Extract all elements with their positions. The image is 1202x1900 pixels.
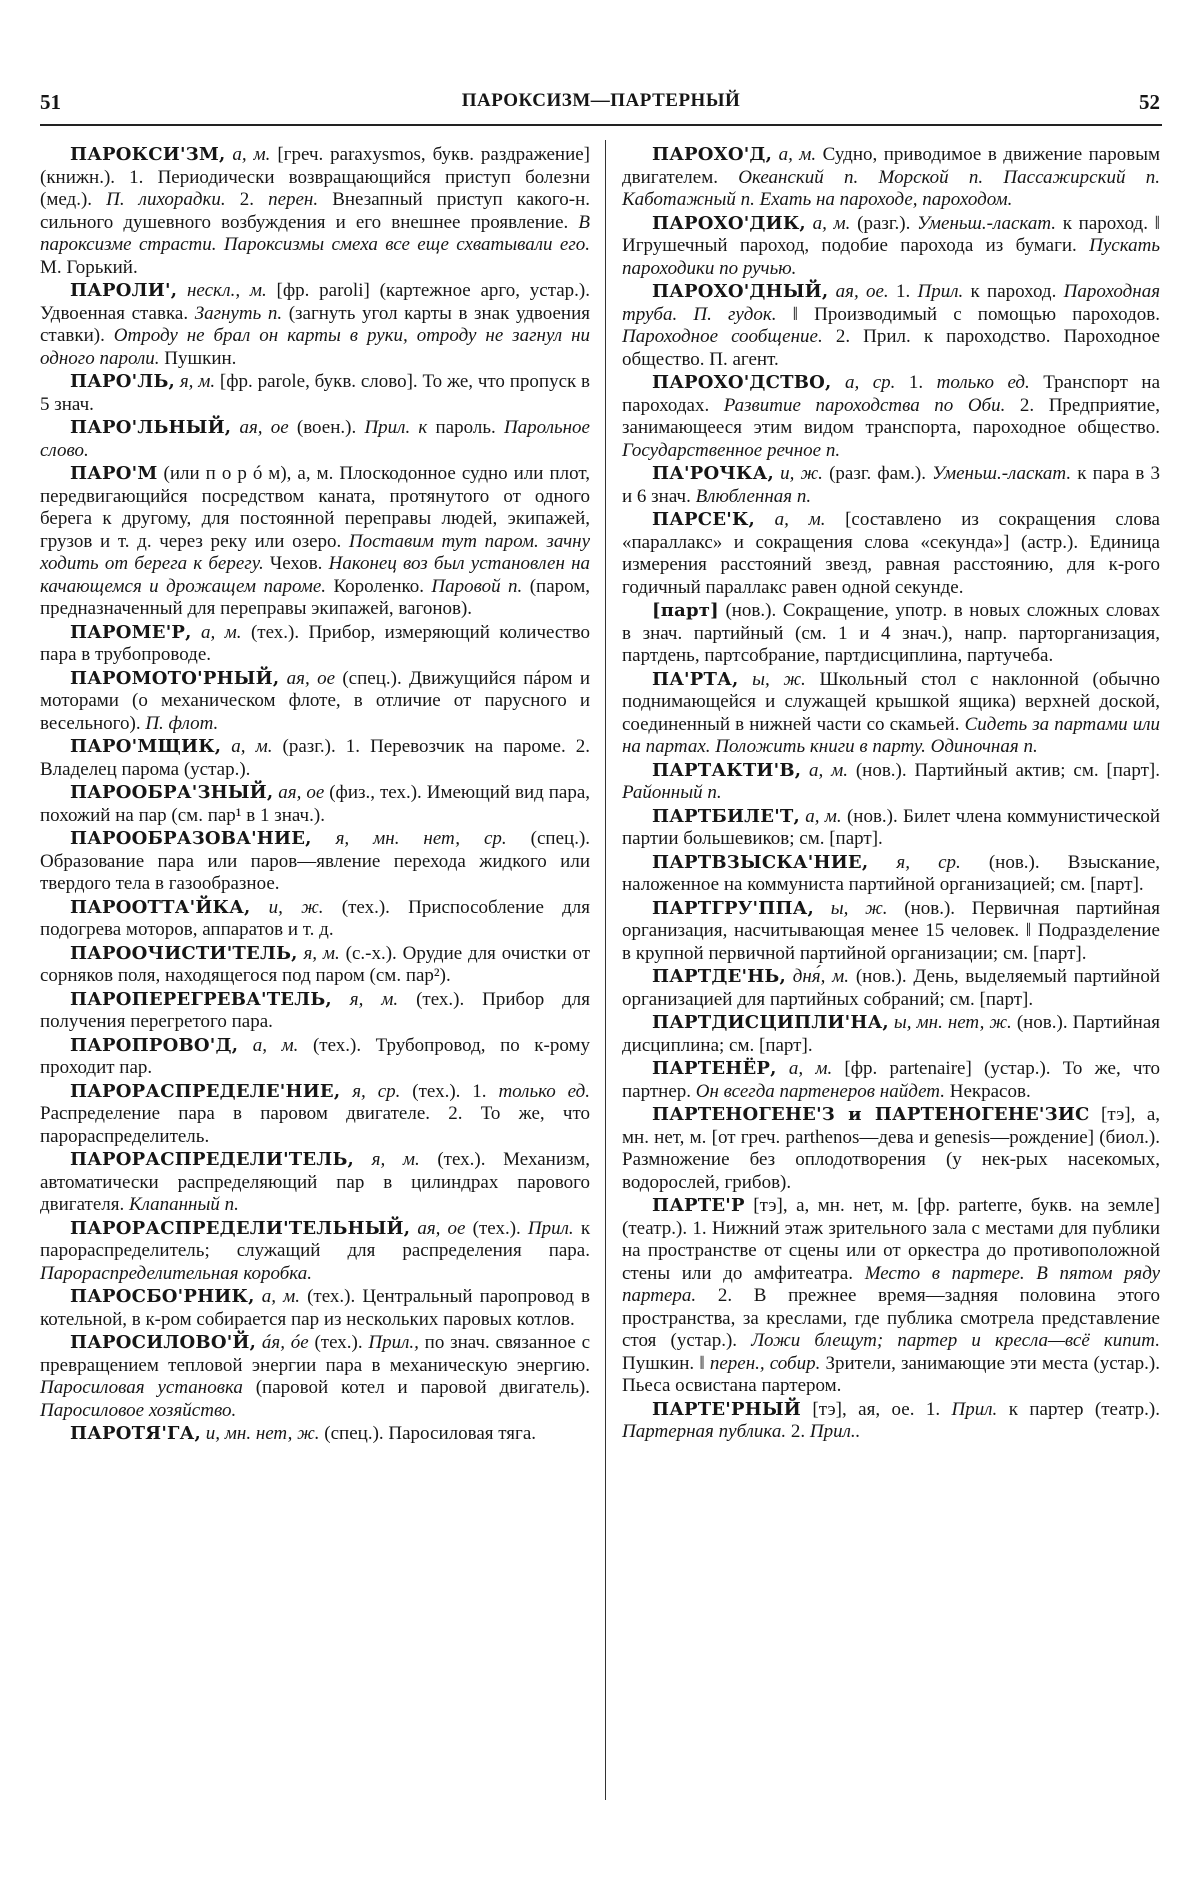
example-text: Клапанный п. xyxy=(129,1194,239,1215)
definition-text: (паром, предназначенный для переправы экипажей, вагонов). xyxy=(40,575,591,619)
headword: ПАРООТТА'ЙКА, xyxy=(70,896,251,918)
definition-text: к пароход. ‖ Игрушечный пароход, подобие парохода из бумаги. xyxy=(622,212,1160,256)
example-text: Ложи блещут; партер и кресла—всё кипит. xyxy=(751,1330,1161,1351)
example-text: Прил.. xyxy=(809,1421,861,1442)
definition-text: (физ., тех.). Имеющий вид пара, похожий на пар (см. пар¹ в 1 знач.). xyxy=(40,782,591,826)
definition-text: Внезапный приступ какого-н. сильного душевного возбуждения и его внешнее проявление. xyxy=(40,189,590,233)
dictionary-entry xyxy=(40,280,590,370)
dictionary-entry xyxy=(40,989,590,1034)
dictionary-entry xyxy=(622,806,1160,851)
grammar-note: я, ср. xyxy=(352,1080,401,1102)
definition-text: [составлено из сокращения слова «параллакс» и сокращения слова «секунда»] (астр.). Единица измерения расстояний звезд, равная расстоянию, для к-рого годичный параллакс равен одной секунде. xyxy=(622,509,1160,598)
dictionary-entry xyxy=(40,417,590,462)
grammar-note: а, м. xyxy=(778,144,817,165)
dictionary-entry xyxy=(40,782,590,827)
dictionary-entry xyxy=(622,966,1160,1011)
example-text: Пароходное сообщение. xyxy=(622,326,823,347)
definition-text: (тех.). Прибор для получения перегретого пара. xyxy=(40,988,591,1032)
definition-text: Школьный стол с наклонной (обычно поднимающейся и служащей крышкой ящика) верхней доской, соединенный в нижней части со скамьей. xyxy=(622,668,1161,735)
grammar-note: я, м. xyxy=(349,988,399,1010)
grammar-note: и, ж. xyxy=(268,896,324,918)
dictionary-entry xyxy=(622,760,1160,805)
headword: ПАРОХО'ДНЫЙ, xyxy=(652,281,829,302)
headword: ПАРОСБО'РНИК, xyxy=(70,1286,255,1307)
dictionary-entry xyxy=(622,213,1160,281)
example-text: Сидеть за партами или на партах. Положить книги в парту. Одиночная п. xyxy=(622,713,1161,757)
definition-text: к партер (театр.). xyxy=(1008,1398,1160,1420)
grammar-note: а, м. xyxy=(812,212,851,234)
grammar-note: а, м. xyxy=(774,509,826,530)
definition-text: (паровой котел и паровой двигатель). xyxy=(255,1377,591,1398)
definition-text: (тех.). Приспособление для подогрева моторов, аппаратов и т. д. xyxy=(40,896,590,940)
definition-text: 1. xyxy=(895,281,911,302)
definition-text: Распределение пара в паровом двигателе. 2. То же, что парораспределитель. xyxy=(40,1103,590,1147)
grammar-note: ая, ое xyxy=(417,1217,466,1239)
definition-text: [фр. partenaire] (устар.). То же, что партнер. xyxy=(622,1058,1161,1102)
headword: ПАРТЕ'РНЫЙ xyxy=(652,1398,801,1420)
example-text: Прил., xyxy=(368,1332,419,1353)
grammar-note: нескл., м. xyxy=(186,280,267,301)
example-text: П. лихорадки. xyxy=(106,189,226,210)
headword: ПАРТГРУ'ППА, xyxy=(652,897,814,919)
definition-text: [фр. parole, букв. слово]. То же, что пропуск в 5 знач. xyxy=(40,371,591,415)
example-text: только ед. xyxy=(936,372,1030,393)
header-rule xyxy=(40,124,1162,126)
headword: ПАРОРАСПРЕДЕЛЕ'НИЕ, xyxy=(70,1080,341,1102)
definition-text: [тэ], а, мн. нет, м. [фр. parterre, букв. на земле] (театр.). 1. Нижний этаж зрительного зала с местами для публики на пространстве от сцены или от оркестра до противоположной стены или до амфитеатра. xyxy=(622,1195,1161,1284)
definition-text: [фр. paroli] (картежное арго, устар.). Удвоенная ставка. xyxy=(40,280,591,324)
example-text: Пускать пароходики по ручью. xyxy=(622,235,1161,279)
example-text: Загнуть п. xyxy=(194,302,283,324)
definition-text: (разг. фам.). xyxy=(829,463,926,484)
dictionary-entry xyxy=(40,1423,590,1446)
definition-text: Пушкин. xyxy=(164,347,237,369)
definition-text: к парораспределитель; служащий для распределения пара. xyxy=(40,1217,591,1261)
dictionary-entry xyxy=(622,1104,1160,1194)
headword: ПАРОСИЛОВО'Й, xyxy=(70,1332,257,1353)
definition-text: Короленко. xyxy=(333,575,425,597)
definition-text: (нов.). Партийный актив; см. [парт]. xyxy=(855,759,1160,781)
headword: ПАРОПЕРЕГРЕВА'ТЕЛЬ, xyxy=(70,988,332,1010)
example-text: Паровой п. xyxy=(431,575,523,597)
headword: ПА'РОЧКА, xyxy=(652,463,774,484)
example-text: Океанский п. Морской п. Пассажирский п. Каботажный п. Ехать на пароходе, пароходом. xyxy=(622,166,1161,210)
definition-text: (тех.). Механизм, автоматически распределяющий пар в цилиндрах парового двигателя. xyxy=(40,1149,590,1215)
dictionary-entry xyxy=(40,371,590,416)
grammar-note: ая, ое xyxy=(286,667,336,689)
grammar-note: а, м. xyxy=(788,1058,833,1079)
definition-text: (с.-х.). Орудие для очистки от сорняков поля, находящегося под паром (см. пар²). xyxy=(40,942,591,986)
headword: ПАРТЕ'Р xyxy=(652,1195,745,1216)
definition-text: [тэ], а, мн. нет, м. [от греч. parthenos—дева и genesis—рождение] (биол.). Размножение без оплодотворения (у нек-рых насекомых, водорослей, грибов). xyxy=(622,1104,1161,1193)
headword: ПАРО'ЛЬНЫЙ, xyxy=(70,417,232,438)
example-text: Партерная публика. xyxy=(622,1421,787,1442)
grammar-note: ая, ое xyxy=(278,782,325,803)
dictionary-entry xyxy=(40,1218,590,1286)
dictionary-entry xyxy=(622,463,1160,508)
definition-text: 2. xyxy=(790,1421,806,1442)
grammar-note: я, м. xyxy=(303,942,340,964)
example-text: Уменьш.-ласкат. xyxy=(932,463,1072,484)
grammar-note: я, ср. xyxy=(896,851,961,873)
definition-text: Транспорт на пароходах. xyxy=(622,372,1161,416)
headword: ПАРТВЗЫСКА'НИЕ, xyxy=(652,851,869,873)
example-text: Прил. к xyxy=(364,417,428,438)
grammar-note: ая, ое. xyxy=(835,281,889,302)
headword: ПАРОРАСПРЕДЕЛИ'ТЕЛЬНЫЙ, xyxy=(70,1217,411,1239)
dictionary-entry xyxy=(40,1081,590,1149)
page-header xyxy=(38,90,1164,124)
dictionary-entry xyxy=(40,736,590,781)
example-text: Место в партере. В пятом ряду партера. xyxy=(622,1262,1161,1306)
dictionary-entry xyxy=(622,372,1160,462)
grammar-note: а, м. xyxy=(261,1286,300,1307)
definition-text: 2. Прил. к пароходство. Пароходное общество. П. агент. xyxy=(622,326,1160,370)
definition-text: [греч. paraxysmos, букв. раздражение] (книжн.). 1. Периодически возвращающийся приступ болезни (мед.). xyxy=(40,144,590,210)
definition-text: (тех.). Центральный паропровод в котельной, в к-ром собирается пар из нескольких паровых котлов. xyxy=(40,1286,590,1330)
headword: ПАРСЕ'К, xyxy=(652,509,755,530)
dictionary-entry xyxy=(40,1332,590,1422)
grammar-note: а, м. xyxy=(201,621,242,643)
example-text: Влюбленная п. xyxy=(695,485,812,507)
definition-text: (загнуть угол карты в знак удвоения ставки). xyxy=(40,302,591,346)
dictionary-entry xyxy=(622,852,1160,897)
headword: ПАРОПРОВО'Д, xyxy=(70,1034,239,1056)
dictionary-entry xyxy=(622,281,1160,371)
headword: ПАРОХО'ДИК, xyxy=(652,212,806,234)
definition-text: [тэ], ая, ое. 1. xyxy=(812,1398,941,1420)
example-text: Развитие пароходства по Оби. xyxy=(723,394,1006,416)
definition-text: к пара в 3 и 6 знач. xyxy=(622,463,1160,507)
definition-text: (воен.). xyxy=(296,417,357,438)
headword: ПАРО'ЛЬ, xyxy=(70,371,176,392)
grammar-note: я, м. xyxy=(371,1149,420,1170)
dictionary-entry xyxy=(622,509,1160,599)
dictionary-entry xyxy=(622,1195,1160,1398)
example-text: Пароходная труба. П. гудок. xyxy=(622,281,1161,325)
definition-text: (тех.). xyxy=(314,1332,363,1353)
grammar-note: ы, мн. нет, ж. xyxy=(893,1012,1012,1033)
headword: ПАРОТЯ'ГА, xyxy=(70,1423,202,1444)
running-title: ПАРОКСИЗМ—ПАРТЕРНЫЙ xyxy=(461,90,741,111)
dictionary-entry xyxy=(40,897,590,942)
dictionary-entry xyxy=(622,1058,1160,1103)
headword: ПАРТДИСЦИПЛИ'НА, xyxy=(652,1012,889,1033)
definition-text: 2. Предприятие, занимающееся этим видом транспорта, пароходное общество. xyxy=(622,394,1160,438)
definition-text: 1. xyxy=(908,372,924,393)
dictionary-entry xyxy=(40,463,590,621)
grammar-note: и, мн. нет, ж. xyxy=(205,1423,320,1444)
grammar-note: и, ж. xyxy=(780,463,823,484)
definition-text: 2. xyxy=(239,189,254,210)
example-text: только ед. xyxy=(498,1080,590,1102)
headword: ПАРО'МЩИК, xyxy=(70,736,222,757)
right-column xyxy=(622,144,1160,1445)
definition-text: (спец.). Образование пара или паров—явление перехода жидкого или твердого тела в газообразное. xyxy=(40,828,591,894)
grammar-note: я, м. xyxy=(179,371,216,392)
definition-text: Чехов. xyxy=(269,553,323,574)
headword: ПАРОЛИ', xyxy=(70,280,178,301)
definition-text: (нов.). Сокращение, употр. в новых сложных словах в знач. партийный (см. 1 и 4 знач.), напр. парторганизация, партдень, партсобрание, партдисциплина, партучеба. xyxy=(622,600,1160,666)
headword: ПАРО'М xyxy=(70,463,158,484)
grammar-note: ы, ж. xyxy=(830,897,888,919)
example-text: Отроду не брал он карты в руки, отроду не загнул ни одного пароли. xyxy=(40,325,590,369)
definition-text: (нов.). Партийная дисциплина; см. [парт]. xyxy=(622,1012,1160,1056)
grammar-note: ы, ж. xyxy=(752,668,806,690)
grammar-note: а, м. xyxy=(231,736,273,757)
example-text: Прил. xyxy=(951,1398,998,1420)
definition-text: (нов.). День, выделяемый партийной организацией для партийных собраний; см. [парт]. xyxy=(622,966,1161,1010)
definition-text: Некрасов. xyxy=(949,1080,1031,1102)
definition-text: Пушкин. ‖ xyxy=(622,1352,705,1374)
definition-text: (нов.). Взыскание, наложенное на коммуниста партийной организацией; см. [парт]. xyxy=(622,851,1160,895)
definition-text: (тех.). Трубопровод, по к-рому проходит пар. xyxy=(40,1034,591,1078)
definition-text: (разг.). xyxy=(857,212,911,234)
example-text: Паросиловое хозяйство. xyxy=(40,1399,237,1421)
dictionary-entry xyxy=(40,1149,590,1217)
dictionary-entry xyxy=(40,1035,590,1080)
example-text: В пароксизме страсти. Пароксизмы смеха все еще схватывали его. xyxy=(40,211,590,255)
column-divider xyxy=(605,140,606,1800)
headword: ПАРООБРАЗОВА'НИЕ, xyxy=(70,828,312,849)
headword: ПАРТДЕ'НЬ, xyxy=(652,966,786,987)
dictionary-entry xyxy=(622,600,1160,668)
example-text: Прил. xyxy=(917,281,964,302)
headword: ПАРОКСИ'ЗМ, xyxy=(70,144,226,165)
example-text: Парольное слово. xyxy=(40,417,590,461)
definition-text: к пароход. xyxy=(970,281,1057,302)
grammar-note: а, м. xyxy=(232,144,271,165)
grammar-note: а, м. xyxy=(252,1034,299,1056)
dictionary-entry xyxy=(40,828,590,896)
dictionary-entry xyxy=(40,668,590,736)
example-text: П. флот. xyxy=(145,712,219,734)
dictionary-entry xyxy=(622,1012,1160,1057)
right-page-number: 52 xyxy=(1139,90,1160,114)
dictionary-entry xyxy=(622,144,1160,212)
headword: ПАРТБИЛЕ'Т, xyxy=(652,805,800,827)
grammar-note: а, м. xyxy=(809,759,849,781)
definition-text: (спец.). Паросиловая тяга. xyxy=(324,1423,537,1444)
headword: ПАРОМОТО'РНЫЙ, xyxy=(70,667,280,689)
example-text: Районный п. xyxy=(622,782,722,803)
headword: ПАРОМЕ'Р, xyxy=(70,621,192,643)
definition-text: (или п о р ó м), а, м. Плоскодонное судно или плот, передвигающийся посредством каната, протянутого от одного берега к другому, для постоянной переправы людей, экипажей, грузов и т. д. через реку или озеро. xyxy=(40,463,590,552)
definition-text: (тех.). 1. xyxy=(412,1080,487,1102)
headword: ПАРООБРА'ЗНЫЙ, xyxy=(70,782,274,803)
dictionary-entry xyxy=(622,669,1160,759)
grammar-note: дня́, м. xyxy=(792,966,850,987)
headword: ПАРООЧИСТИ'ТЕЛЬ, xyxy=(70,942,298,964)
example-text: Наконец воз был установлен на качающемся и дрожащем пароме. xyxy=(40,553,590,597)
definition-text: (разг.). 1. Перевозчик на пароме. 2. Владелец парома (устар.). xyxy=(40,736,590,780)
grammar-note: ая, ое xyxy=(239,417,289,438)
example-text: перен. xyxy=(268,189,319,210)
headword: ПАРТЕНЁР, xyxy=(652,1058,777,1079)
left-column xyxy=(40,144,590,1447)
definition-text: (тех.). xyxy=(472,1217,521,1239)
example-text: Он всегда партенеров найдет. xyxy=(695,1080,945,1102)
dictionary-entry xyxy=(622,1399,1160,1444)
headword: ПАРОХО'Д, xyxy=(652,144,773,165)
example-text: Парораспределительная коробка. xyxy=(40,1262,312,1284)
definition-text: Зрители, занимающие эти места (устар.). Пьеса освистана партером. xyxy=(622,1352,1161,1396)
grammar-note: я, мн. нет, ср. xyxy=(335,828,507,849)
definition-text: ‖ Производимый с помощью пароходов. xyxy=(792,303,1160,325)
headword: ПАРТЕНОГЕНЕ'З и ПАРТЕНОГЕНЕ'ЗИС xyxy=(652,1104,1090,1125)
dictionary-entry xyxy=(40,943,590,988)
example-text: Уменьш.-ласкат. xyxy=(917,212,1057,234)
headword: ПАРОХО'ДСТВО, xyxy=(652,372,832,393)
definition-text: (нов.). Первичная партийная организация, насчитывающая менее 15 человек. ‖ Подразделение в крупной первичной партийной организации; см. [парт]. xyxy=(622,897,1161,964)
definition-text: по знач. связанное с превращением тепловой энергии пара в механическую энергию. xyxy=(40,1332,591,1376)
headword: [парт] xyxy=(652,600,719,621)
definition-text: пароль. xyxy=(435,417,496,438)
definition-text: 2. В прежнее время—задняя половина этого пространства, за креслами, где публика смотрела представление стоя (устар.). xyxy=(622,1285,1161,1351)
example-text: Поставим тут паром. зачну ходить от берега к берегу. xyxy=(40,530,591,574)
grammar-note: áя, óе xyxy=(261,1332,309,1353)
example-text: перен., собир. xyxy=(709,1352,821,1374)
grammar-note: а, ср. xyxy=(845,372,896,393)
grammar-note: а, м. xyxy=(805,805,842,827)
dictionary-entry xyxy=(40,144,590,279)
headword: ПАРТАКТИ'В, xyxy=(652,759,802,781)
example-text: Государственное речное п. xyxy=(622,439,841,461)
definition-text: М. Горький. xyxy=(40,256,138,278)
example-text: Паросиловая установка xyxy=(40,1377,243,1398)
definition-text: (нов.). Билет члена коммунистической партии большевиков; см. [парт]. xyxy=(622,805,1160,849)
headword: ПА'РТА, xyxy=(652,668,739,690)
dictionary-entry xyxy=(40,1286,590,1331)
dictionary-entry xyxy=(622,898,1160,966)
example-text: Прил. xyxy=(527,1217,574,1239)
definition-text: (тех.). Прибор, измеряющий количество пара в трубопроводе. xyxy=(40,621,590,665)
headword: ПАРОРАСПРЕДЕЛИ'ТЕЛЬ, xyxy=(70,1149,354,1170)
definition-text: (спец.). Движущийся пáром и моторами (о механическом флоте, в отличие от парусного и весельного). xyxy=(40,667,591,734)
dictionary-entry xyxy=(40,622,590,667)
definition-text: Судно, приводимое в движение паровым двигателем. xyxy=(622,144,1160,188)
left-page-number: 51 xyxy=(40,90,61,114)
